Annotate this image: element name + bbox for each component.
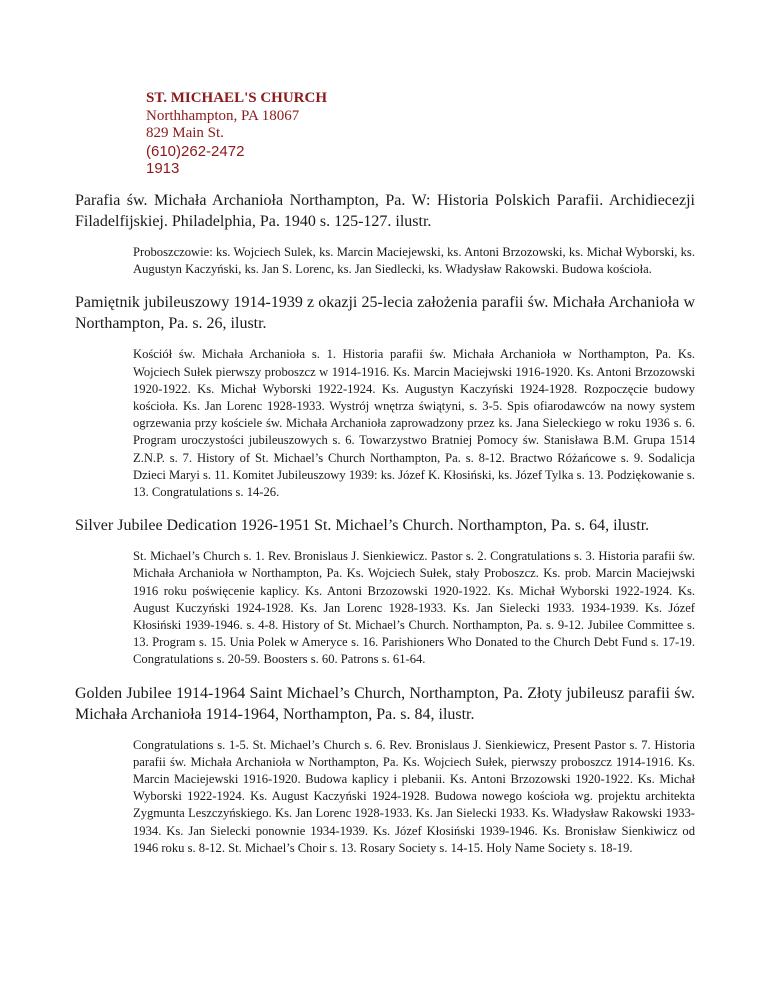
church-phone: (610)262-2472 bbox=[146, 142, 245, 160]
church-name: ST. MICHAEL'S CHURCH bbox=[146, 90, 327, 106]
entry-title: Silver Jubilee Dedication 1926-1951 St. Michael’s Church. Northampton, Pa. s. 64, ilustr. bbox=[75, 517, 650, 535]
bibliography-entry bbox=[75, 515, 695, 668]
bibliography-entry bbox=[75, 292, 695, 501]
bibliography-entry bbox=[75, 190, 695, 278]
entry-title: Parafia św. Michała Archanioła Northampton, Pa. W: Historia Polskich Parafii. Archidiecezji Filadelfijskiej. Philadelphia, Pa. 1940 s. 125-127. ilustr. bbox=[75, 192, 695, 230]
church-city: Northhampton, PA 18067 bbox=[146, 107, 300, 124]
entry-description: St. Michael’s Church s. 1. Rev. Bronislaus J. Sienkiewicz. Pastor s. 2. Congratulations s. 3. Historia parafii św. Michała Archanioła w Northampton, Pa. Ks. Wojciech Sułek, stały Proboszcz. Ks. prob. Marcin Maciejwski 1916 roku poświęcenie kaplicy. Ks. Antoni Brzozowski 1920-1922. Ks. Michał Wyborski 1922-1924. Ks. August Kuczyński 1924-1928. Ks. Jan Lorenc 1928-1933. Ks. Jan Sielecki 1933. 1934-1939. Ks. Józef Kłosiński 1939-1946. s. 4-8. History of St. Michael’s Church. Northampton, Pa. s. 9-12. Jubilee Committee s. 13. Program s. 15. Unia Polek w Ameryce s. 16. Parishioners Who Donated to the Church Debt Fund s. 17-19. Congratulations s. 20-59. Boosters s. 60. Patrons s. 61-64. bbox=[133, 549, 695, 667]
bibliography-entry bbox=[75, 683, 695, 857]
entry-description: Proboszczowie: ks. Wojciech Sulek, ks. Marcin Maciejewski, ks. Antoni Brzozowski, ks. Michał Wyborski, ks. Augustyn Kaczyński, ks. Jan S. Lorenc, ks. Jan Siedlecki, ks. Władysław Rakowski. Budowa kościoła. bbox=[133, 245, 695, 277]
church-address: 829 Main St. bbox=[146, 125, 224, 141]
entry-title: Pamiętnik jubileuszowy 1914-1939 z okazji 25-lecia założenia parafii św. Michała Archanioła w Northampton, Pa. s. 26, ilustr. bbox=[75, 294, 695, 333]
entry-title: Golden Jubilee 1914-1964 Saint Michael’s Church, Northampton, Pa. Złoty jubileusz parafii św. Michała Archanioła 1914-1964, Northampton, Pa. s. 84, ilustr. bbox=[75, 684, 695, 723]
church-founded-year: 1913 bbox=[146, 160, 180, 177]
bibliography-list bbox=[75, 190, 695, 871]
entry-description: Kościół św. Michała Archanioła s. 1. Historia parafii św. Michała Archanioła w Northampton, Pa. Ks. Wojciech Sułek pierwszy proboszcz w 1914-1916. Ks. Marcin Maciejwski 1916-1920. Ks. Antoni Brzozowski 1920-1922. Ks. Michał Wyborski 1922-1924. Ks. Augustyn Kaczyński 1924-1928. Rozpoczęcie budowy kościoła. Ks. Jan Lorenc 1928-1933. Wystrój wnętrza świątyni, s. 3-5. Spis ofiarodawców na nowy system ogrzewania przy kościele św. Michała Archanioła zaprowadzony przez ks. Jana Sieleckiego w roku 1936 s. 6. Program uroczystości jubileuszowych s. 6. Towarzystwo Bratniej Pomocy św. Stanisława B.M. Grupa 1514 Z.N.P. s. 7. History of St. Michael’s Church Northampton, Pa. s. 8-12. Bractwo Różańcowe s. 9. Sodalicja Dzieci Maryi s. 11. Komitet Jubileuszowy 1939: ks. Józef K. Kłosiński, ks. Józef Tylka s. 13. Podziękowanie s. 13. Congratulations s. 14-26. bbox=[133, 347, 695, 500]
entry-description: Congratulations s. 1-5. St. Michael’s Church s. 6. Rev. Bronislaus J. Sienkiewicz, Present Pastor s. 7. Historia parafii św. Michała Archanioła w Northampton, Pa. Ks. Wojciech Sułek, pierwszy proboszcz 1914-1916. Ks. Marcin Maciejewski 1916-1920. Budowa kaplicy i plebanii. Ks. Antoni Brzozowski 1920-1922. Ks. Michał Wyborski 1922-1924. Ks. August Kaczyński 1924-1928. Budowa nowego kościoła wg. projektu architekta Zygmunta Leszczyńskiego. Ks. Jan Lorenc 1928-1933. Ks. Jan Sielecki 1933. Ks. Władysław Rakowski 1933-1934. Ks. Jan Sielecki ponownie 1934-1939. Ks. Józef Kłosiński 1939-1946. Ks. Bronisław Sienkiwicz od 1946 roku s. 8-12. St. Michael’s Choir s. 13. Rosary Society s. 14-15. Holy Name Society s. 18-19. bbox=[133, 737, 695, 855]
church-header bbox=[146, 90, 546, 178]
